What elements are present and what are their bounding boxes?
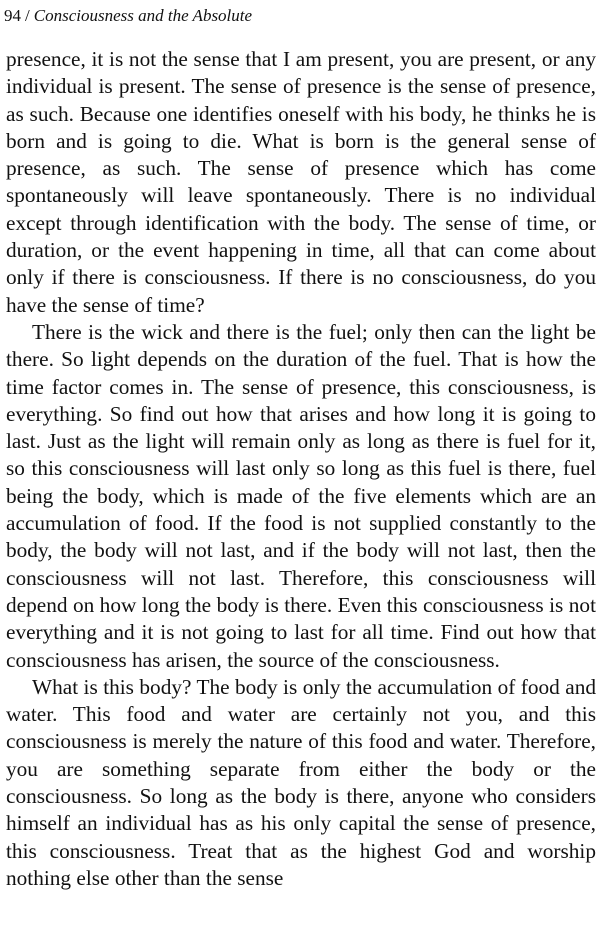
page-number: 94 — [4, 6, 21, 25]
book-title: Consciousness and the Absolute — [33, 6, 253, 25]
paragraph-2: There is the wick and there is the fuel; only then can the light be there. So light depends on the duration of the fuel. That is how the time factor comes in. The sense of presence, this consciousness, is everything. So find out how that arises and how long it is going to last. Just as the light will remain only as long as there is fuel for it, so this consciousness will last only so long as this fuel is there, fuel being the body, which is made of the five elements which are an accumulation of food. If the food is not supplied constantly to the body, the body will not last, and if the body will not last, then the consciousness will not last. Therefore, this consciousness will depend on how long the body is there. Even this consciousness is not everything and it is not going to last for all time. Find out how that consciousness has arisen, the source of the consciousness. — [6, 319, 596, 672]
paragraph-1: presence, it is not the sense that I am present, you are present, or any individual is present. The sense of presence is the sense of presence, as such. Because one identifies oneself with his body, he thinks he is born and is going to die. What is born is the general sense of presence, as such. The sense of presence which has come spontaneously will leave spontaneously. There is no individual except through identification with the body. The sense of time, or duration, or the event happening in time, all that can come about only if there is consciousness. If there is no consciousness, do you have the sense of time? — [6, 47, 596, 317]
header-separator: / — [25, 6, 30, 25]
paragraph-3: What is this body? The body is only the accumulation of food and water. This food and water are certainly not you, and this consciousness is merely the nature of this food and water. Therefore, you are something separate from either the body or the consciousness. So long as the body is there, anyone who considers himself an individual has as his only capital the sense of presence, this consciousness. Treat that as the highest God and worship nothing else other than the sense — [6, 674, 596, 890]
running-header — [4, 5, 252, 27]
body-text — [6, 46, 596, 892]
